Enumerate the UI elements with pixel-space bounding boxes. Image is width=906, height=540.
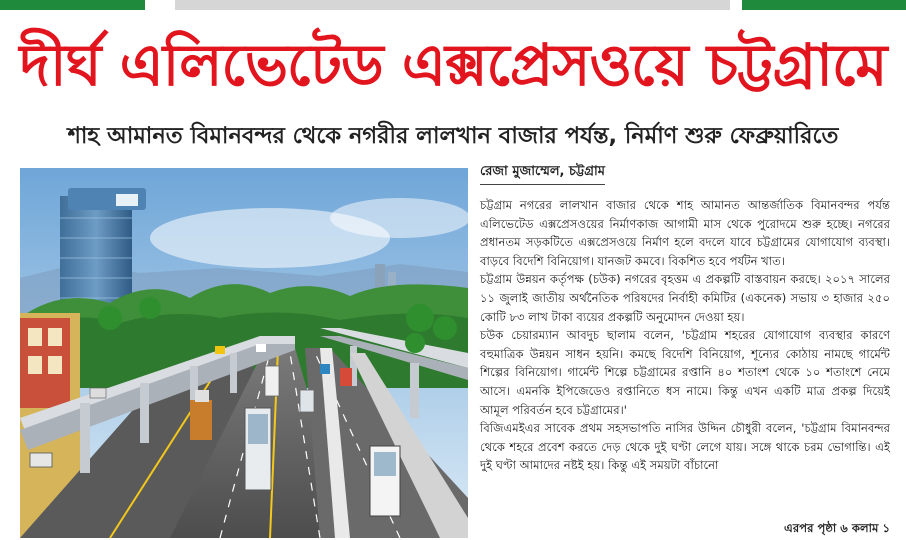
subheadline: শাহ আমানত বিমানবন্দর থেকে নগরীর লালখান বাজার পর্যন্ত, নির্মাণ শুরু ফেব্রুয়ারিতে — [67, 123, 839, 149]
section-bar-middle — [175, 0, 730, 10]
byline: রেজা মুজাম্মেল, চট্টগ্রাম — [480, 162, 605, 185]
article-paragraph: বিজিএমইএর সাবেক প্রথম সহসভাপতি নাসির উদ্দিন চৌধুরী বলেন, 'চট্টগ্রাম বিমানবন্দর থেকে শহরে প্রবেশ করতে দেড় থেকে দুই ঘণ্টা লেগে যায়। সঙ্গে থাকে চরম ভোগান্তি। এই দুই ঘণ্টা আমাদের নষ্টই হয়। কিন্তু এই সময়টা বাঁচানো — [480, 421, 890, 473]
section-bar-right — [742, 0, 906, 10]
article-paragraph: চউক চেয়ারম্যান আবদুচ ছালাম বলেন, 'চট্টগ্রাম শহরের যোগাযোগ ব্যবস্থার কারণে বহুমাত্রিক উন্নয়ন সাধন হয়নি। কমছে বিদেশি বিনিয়োগ, শূন্যের কোঠায় নামছে গার্মেন্ট শিল্পের বিনিয়োগ। গার্মেন্ট শিল্পে চট্টগ্রামের রপ্তানি ৪০ শতাংশ থেকে ১০ শতাংশে নেমে আসে। এমনকি ইপিজেডেও রপ্তানিতে ধস নামে। কিন্তু এখন একটি মাত্র প্রকল্প দিয়েই আমূল পরিবর্তন হবে চট্টগ্রামের।' — [480, 328, 890, 417]
headline: দীর্ঘ এলিভেটেড এক্সপ্রেসওয়ে চট্টগ্রামে — [19, 31, 887, 99]
continued-on-page: এরপর পৃষ্ঠা ৬ কলাম ১ — [778, 519, 890, 537]
article-paragraph: চট্টগ্রাম নগরের লালখান বাজার থেকে শাহ আমানত আন্তর্জাতিক বিমানবন্দর পর্যন্ত এলিভেটেড এক্সপ্রেসওয়ের নির্মাণকাজ আগামী মাস থেকে পুরোদমে শুরু হচ্ছে। নগরের প্রধানতম সড়কটিতে এক্সপ্রেসওয়ে নির্মাণ হলে বদলে যাবে চট্টগ্রামের যোগাযোগ ব্যবস্থা। বাড়বে বিদেশি বিনিয়োগ। যানজট কমবে। বিকশিত হবে পর্যটন খাত। — [480, 198, 890, 268]
article-body — [480, 196, 890, 475]
masthead-strip — [0, 0, 906, 12]
section-bar-left — [0, 0, 145, 10]
article-paragraph: চট্টগ্রাম উন্নয়ন কর্তৃপক্ষ (চউক) নগরের বৃহত্তম এ প্রকল্পটি বাস্তবায়ন করছে। ২০১৭ সালের ১১ জুলাই জাতীয় অর্থনৈতিক পরিষদের নির্বাহী কমিটির (একনেক) সভায় ৩ হাজার ২৫০ কোটি ৮৩ লাখ টাকা ব্যয়ের প্রকল্পটি অনুমোদন দেওয়া হয়। — [480, 272, 890, 324]
expressway-render-image — [20, 168, 468, 538]
